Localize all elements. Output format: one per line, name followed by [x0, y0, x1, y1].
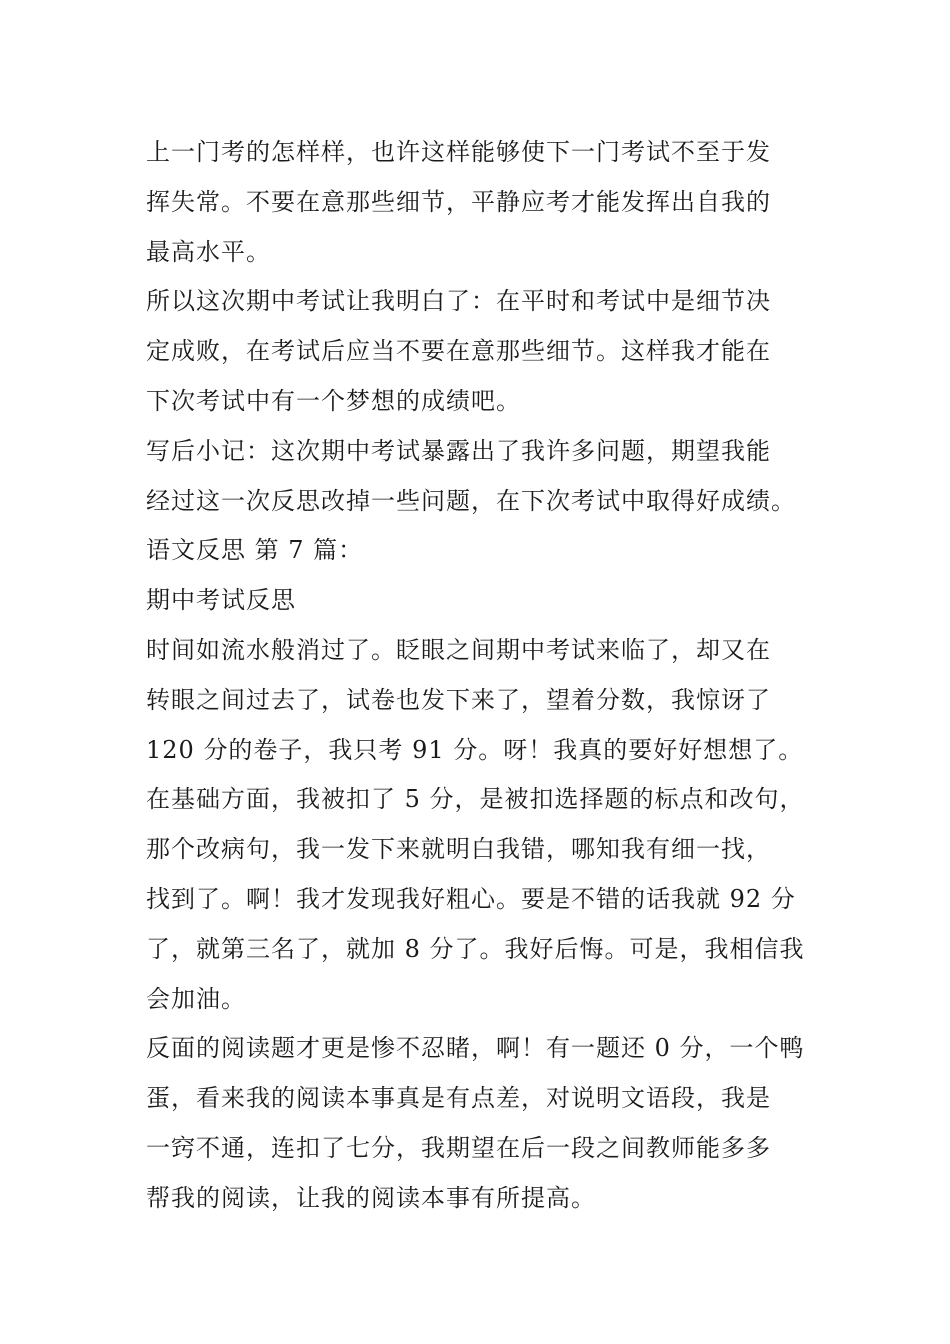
text-line-11: 时间如流水般消过了。眨眼之间期中考试来临了，却又在: [146, 635, 771, 664]
text-line-16: 找到了。啊！我才发现我好粗心。要是不错的话我就 92 分: [146, 884, 796, 913]
text-line-6: 下次考试中有一个梦想的成绩吧。: [146, 386, 521, 415]
text-line-4: 所以这次期中考试让我明白了：在平时和考试中是细节决: [146, 287, 771, 316]
document-body: [146, 128, 810, 1224]
text-line-21: 一窍不通，连扣了七分，我期望在后一段之间教师能多多: [146, 1133, 771, 1162]
text-line-22: 帮我的阅读，让我的阅读本事有所提高。: [146, 1183, 596, 1212]
section-heading: 语文反思 第 7 篇：: [146, 536, 364, 565]
text-line-7: 写后小记：这次期中考试暴露出了我许多问题，期望我能: [146, 436, 771, 465]
text-line-18: 会加油。: [146, 984, 246, 1013]
text-line-20: 蛋，看来我的阅读本事真是有点差，对说明文语段，我是: [146, 1084, 771, 1113]
text-line-2: 挥失常。不要在意那些细节，平静应考才能发挥出自我的: [146, 187, 771, 216]
text-line-14: 在基础方面，我被扣了 5 分，是被扣选择题的标点和改句，: [146, 785, 805, 814]
text-line-1: 上一门考的怎样样，也许这样能够使下一门考试不至于发: [146, 138, 771, 166]
text-line-8: 经过这一次反思改掉一些问题，在下次考试中取得好成绩。: [146, 486, 796, 515]
text-line-3: 最高水平。: [146, 237, 271, 266]
text-line-12: 转眼之间过去了，试卷也发下来了，望着分数，我惊讶了: [146, 685, 771, 714]
article-title: 期中考试反思: [146, 586, 296, 615]
text-line-13: 120 分的卷子，我只考 91 分。呀！我真的要好好想想了。: [146, 735, 804, 764]
text-line-5: 定成败，在考试后应当不要在意那些细节。这样我才能在: [146, 337, 771, 366]
text-line-15: 那个改病句，我一发下来就明白我错，哪知我有细一找，: [146, 835, 771, 864]
text-line-17: 了，就第三名了，就加 8 分了。我好后悔。可是，我相信我: [146, 934, 805, 963]
text-line-19: 反面的阅读题才更是惨不忍睹，啊！有一题还 0 分，一个鸭: [146, 1034, 805, 1063]
